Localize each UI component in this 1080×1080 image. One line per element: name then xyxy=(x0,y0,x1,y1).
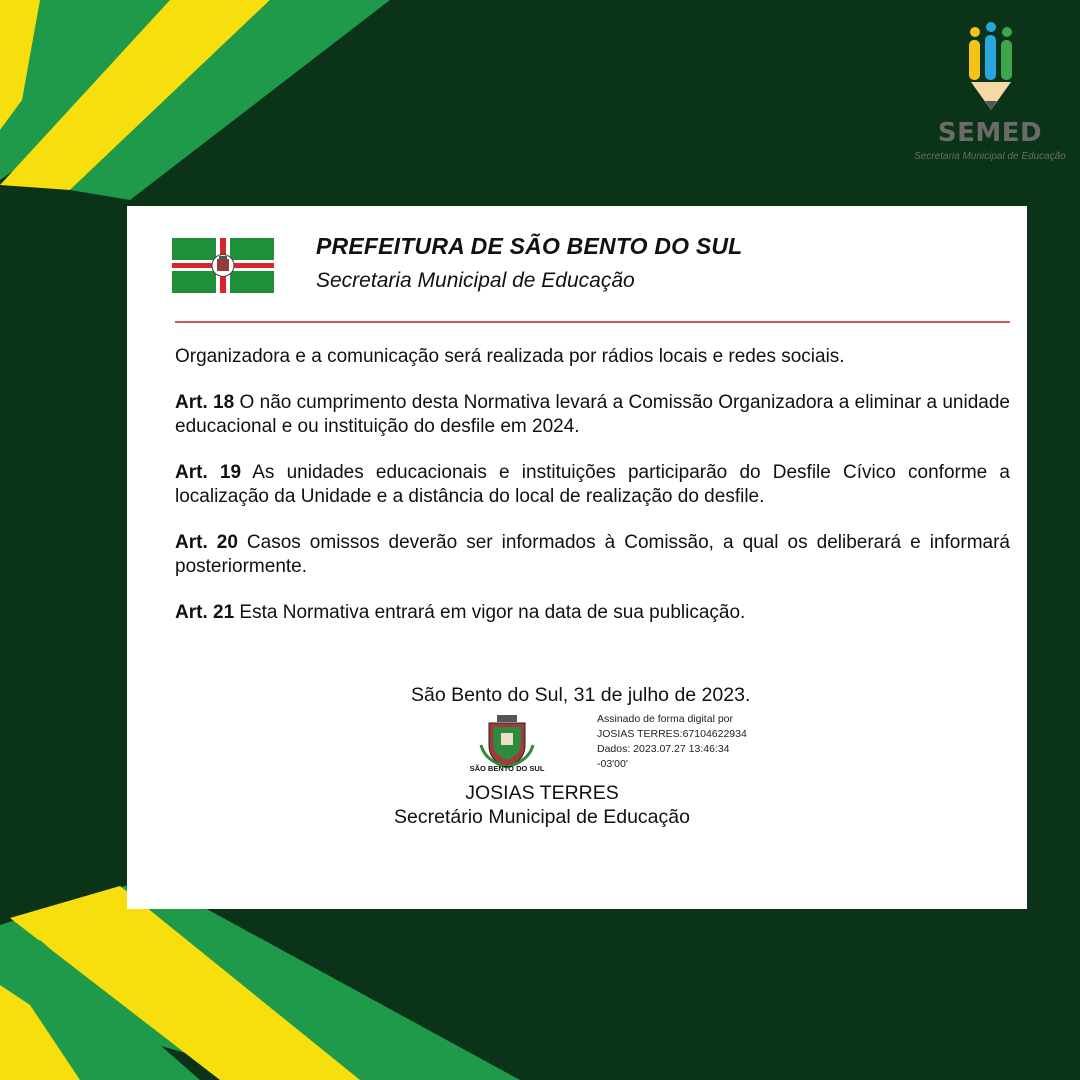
document-card xyxy=(127,206,1027,909)
signer-block xyxy=(347,781,737,829)
digital-signature-line: JOSIAS TERRES:67104622934 xyxy=(597,728,747,740)
document-body xyxy=(175,345,1010,647)
article-label: Art. 19 xyxy=(175,462,242,483)
signer-name: JOSIAS TERRES xyxy=(465,782,619,804)
seal-label: SÃO BENTO DO SUL xyxy=(469,764,545,773)
paragraph-art-21 xyxy=(175,601,1010,625)
digital-signature-line: Assinado de forma digital por xyxy=(597,713,733,725)
article-label: Art. 20 xyxy=(175,532,238,553)
paragraph-art-18 xyxy=(175,391,1010,439)
top-left-ribbon xyxy=(0,0,390,200)
paragraph-text: Casos omissos deverão ser informados à Comissão, a qual os deliberará e informará posteriormente. xyxy=(175,532,1010,577)
semed-subtitle: Secretaria Municipal de Educação xyxy=(914,151,1066,162)
article-label: Art. 21 xyxy=(175,602,235,623)
paragraph-art-20 xyxy=(175,531,1010,579)
header-divider xyxy=(175,321,1010,323)
digital-signature xyxy=(597,712,787,772)
paragraph xyxy=(175,345,1010,369)
article-label: Art. 18 xyxy=(175,392,235,413)
paragraph-art-19 xyxy=(175,461,1010,509)
paragraph-text: O não cumprimento desta Normativa levará a Comissão Organizadora a eliminar a unidade educacional e ou instituição do desfile em 2024. xyxy=(175,392,1010,437)
signer-role: Secretário Municipal de Educação xyxy=(394,806,690,828)
semed-logo xyxy=(905,18,1075,168)
digital-signature-line: Dados: 2023.07.27 13:46:34 xyxy=(597,743,730,755)
place-date: São Bento do Sul, 31 de julho de 2023. xyxy=(411,684,751,706)
header-subtitle: Secretaria Municipal de Educação xyxy=(316,269,635,292)
municipal-flag-icon xyxy=(172,238,274,293)
paragraph-text: Organizadora e a comunicação será realizada por rádios locais e redes sociais. xyxy=(175,346,845,367)
header-title: PREFEITURA DE SÃO BENTO DO SUL xyxy=(316,233,743,259)
paragraph-text: As unidades educacionais e instituições participarão do Desfile Cívico conforme a localização da Unidade e a distância do local de realização do desfile. xyxy=(175,462,1010,507)
pencil-people-icon xyxy=(963,18,1019,113)
semed-title: SEMED xyxy=(937,118,1043,148)
digital-signature-line: -03'00' xyxy=(597,758,628,770)
paragraph-text: Esta Normativa entrará em vigor na data de sua publicação. xyxy=(234,602,746,623)
